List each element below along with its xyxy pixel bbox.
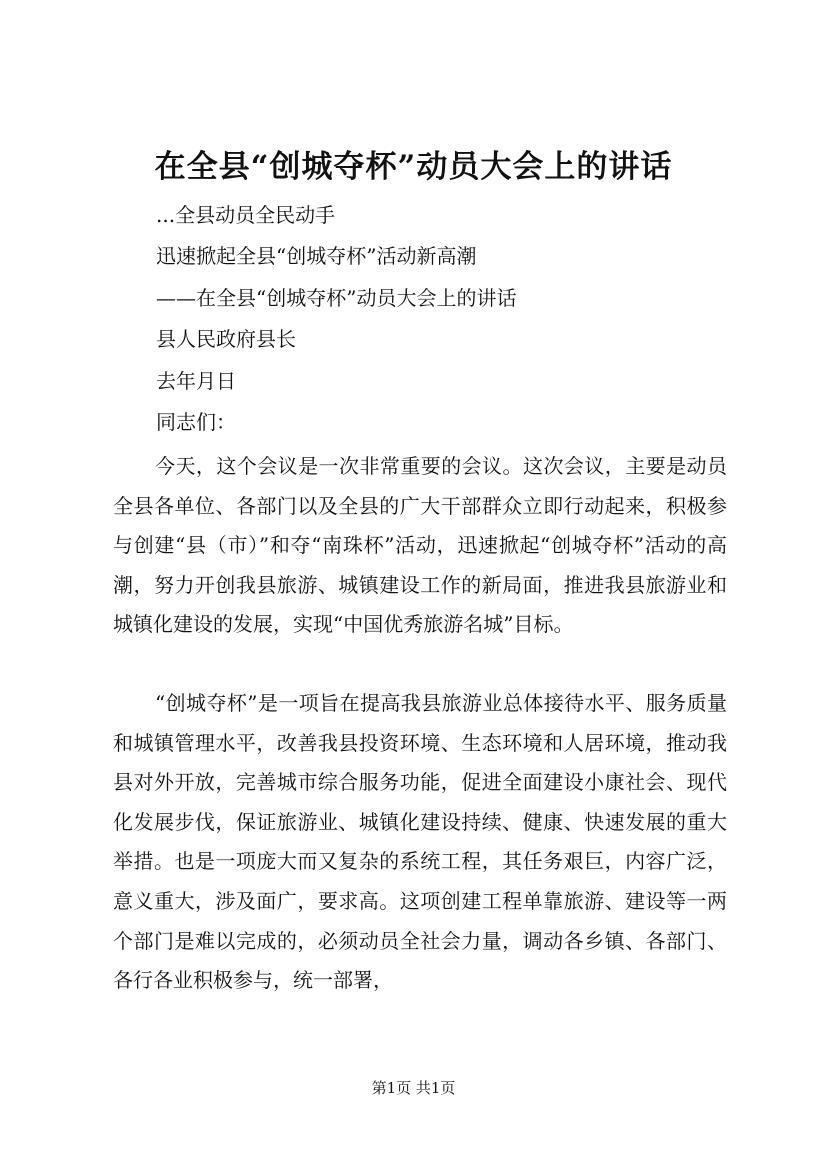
body-paragraph-1: 今天，这个会议是一次非常重要的会议。这次会议，主要是动员全县各单位、各部门以及全县的广大干部群众立即行动起来，积极参与创建“县（市）”和夺“南珠杯”活动，迅速掀起“创城夺杯”活动的高潮，努力开创我县旅游、城镇建设工作的新局面，推进我县旅游业和城镇化建设的发展，实现“中国优秀旅游名城”目标。: [113, 454, 727, 637]
page-footer: 第1页 共1页: [371, 1079, 456, 1097]
date-line: 去年月日: [156, 369, 236, 393]
author-line: 县人民政府县长: [156, 327, 296, 351]
salutation-line: 同志们：: [156, 410, 236, 434]
subtitle-line-1: ...全县动员全民动手: [156, 203, 336, 227]
document-title: 在全县“创城夺杯”动员大会上的讲话: [154, 149, 673, 185]
subtitle-line-2: 迅速掀起全县“创城夺杯”活动新高潮: [156, 244, 477, 268]
subtitle-line-3: ——在全县“创城夺杯”动员大会上的讲话: [156, 286, 517, 310]
body-paragraph-2: “创城夺杯”是一项旨在提高我县旅游业总体接待水平、服务质量和城镇管理水平，改善我县投资环境、生态环境和人居环境，推动我县对外开放，完善城市综合服务功能，促进全面建设小康社会、现代化发展步伐，保证旅游业、城镇化建设持续、健康、快速发展的重大举措。也是一项庞大而又复杂的系统工程，其任务艰巨，内容广泛，意义重大，涉及面广，要求高。这项创建工程单靠旅游、建设等一两个部门是难以完成的，必须动员全社会力量，调动各乡镇、各部门、各行各业积极参与，统一部署，: [113, 691, 727, 993]
